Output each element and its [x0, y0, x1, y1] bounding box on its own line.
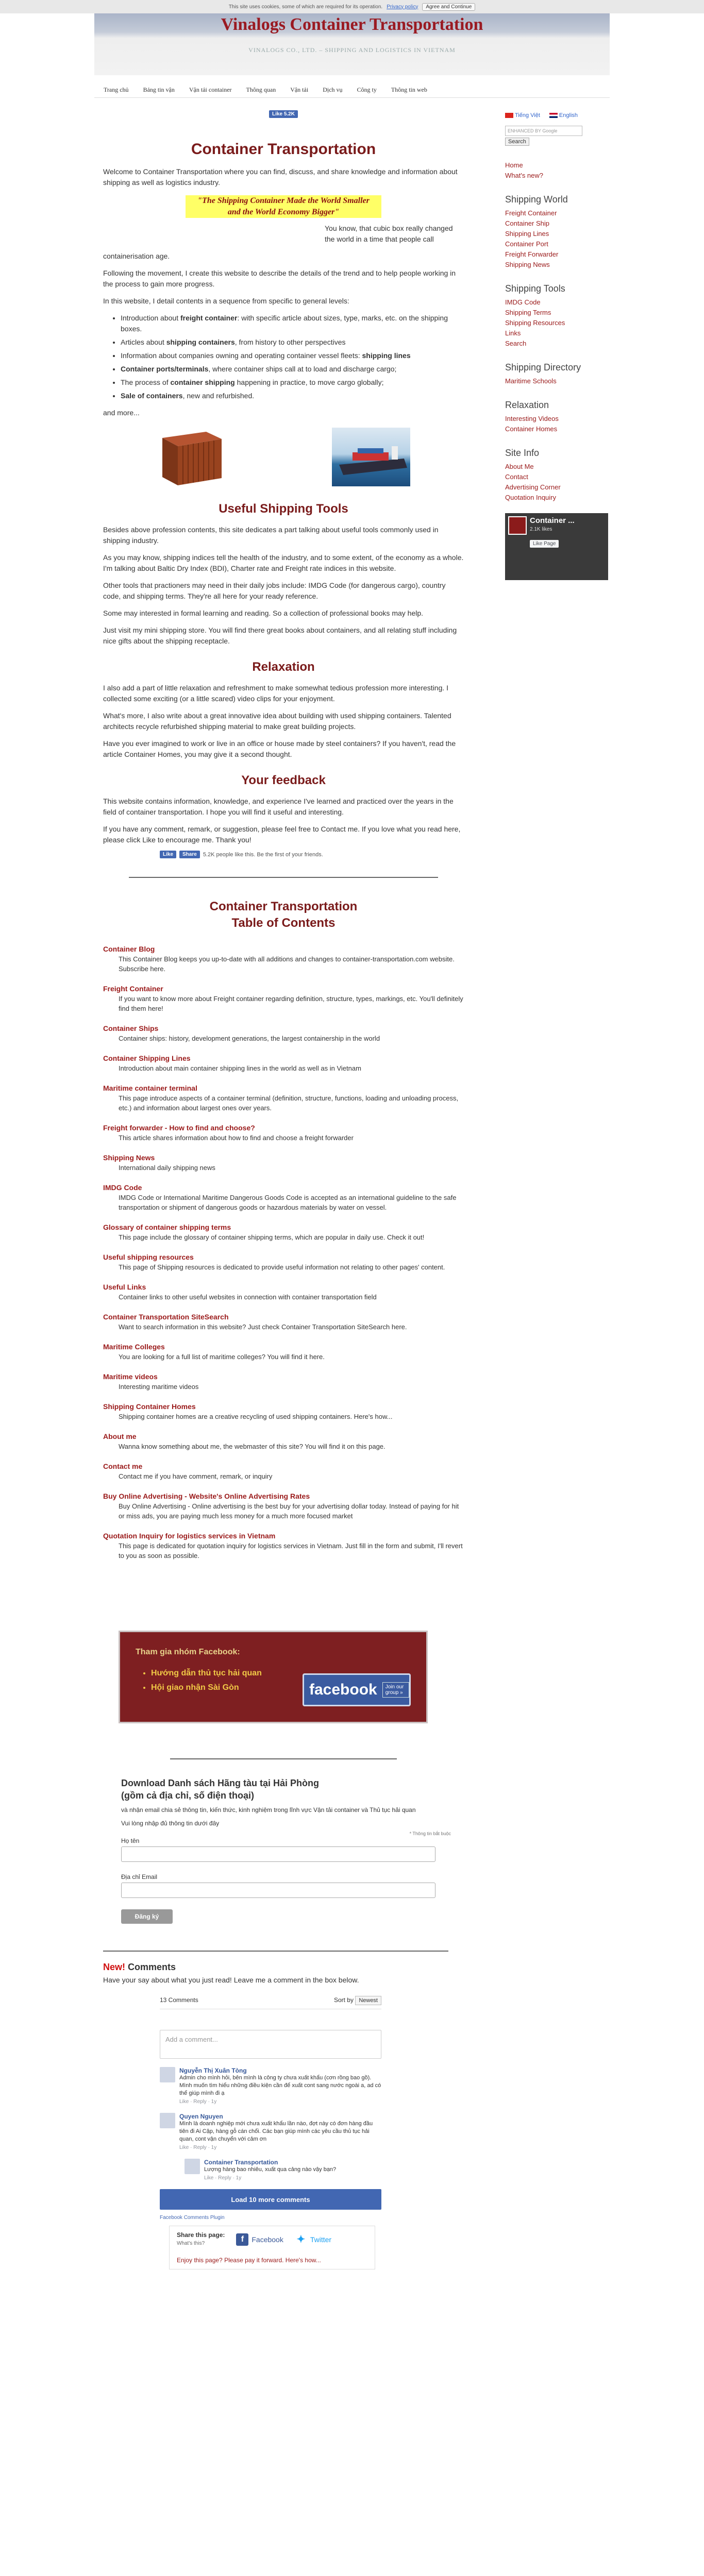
- toc-entry: [103, 1491, 464, 1521]
- topic-link[interactable]: Container ports/terminals: [121, 365, 209, 373]
- page-logo: [508, 516, 527, 535]
- slogan-line-1: "The Shipping Container Made the World Smaller: [197, 196, 370, 205]
- toc-description: This page introduce aspects of a container terminal (definition, structure, functions, loading and unloading process, etc.) and information about largest ones over years.: [119, 1094, 459, 1112]
- fb-like-top-wrap: [103, 109, 464, 118]
- slogan: [186, 195, 381, 218]
- topic-pre: Information about companies owning and operating container vessel fleets:: [121, 351, 362, 360]
- sidebar-item-whats-new[interactable]: What's new?: [505, 172, 544, 179]
- toc-entry: [103, 944, 464, 974]
- list-item: [121, 377, 464, 388]
- share-row: [177, 2231, 367, 2247]
- toc-description: This page of Shipping resources is dedicated to provide useful information not relating to other pages' content.: [119, 1263, 445, 1271]
- useful-tools-title: Useful Shipping Tools: [219, 502, 348, 516]
- toc-link[interactable]: Maritime videos: [103, 1372, 158, 1381]
- download-subtitle: và nhận email chia sẻ thông tin, kiến thức, kinh nghiệm trong lĩnh vực Vận tải container và Thủ tục hải quan: [121, 1806, 416, 1814]
- toc-description: Shipping container homes are a creative recycling of used shipping containers. Here's how...: [119, 1413, 393, 1420]
- comments-intro: Have your say about what you just read! Leave me a comment in the box below.: [103, 1976, 359, 1984]
- main-content: [103, 109, 464, 2269]
- email-label: Địa chỉ Email: [121, 1873, 158, 1880]
- sidebar-item[interactable]: Freight Container: [505, 209, 557, 217]
- divider: [129, 877, 438, 878]
- uk-flag-icon: [549, 113, 558, 118]
- sidebar-item[interactable]: Interesting Videos: [505, 415, 559, 422]
- toc-description: Wanna know something about me, the webmaster of this site? You will find it on this page.: [119, 1443, 385, 1450]
- whats-this-link[interactable]: What's this?: [177, 2241, 205, 2246]
- topic-post: , new and refurbished.: [182, 392, 255, 400]
- toc-description: Container links to other useful websites in connection with container transportation field: [119, 1293, 377, 1301]
- toc-entry: [103, 1371, 464, 1392]
- toc-entry: [103, 1123, 464, 1143]
- toc-entry: [103, 1401, 464, 1421]
- comment-reply: [185, 2159, 381, 2181]
- sidebar-heading: Relaxation: [505, 400, 549, 410]
- site-tagline: VINALOGS CO., LTD. – SHIPPING AND LOGISTICS IN VIETNAM: [248, 46, 456, 54]
- lang-vi-link[interactable]: [505, 112, 540, 118]
- sidebar: [505, 112, 608, 580]
- sidebar-heading: Shipping Tools: [505, 283, 565, 294]
- share-facebook-button[interactable]: [236, 2233, 283, 2246]
- right-note: You know, that cubic box really changed the world in a time that people call: [325, 224, 453, 243]
- toc-entry: [103, 1222, 464, 1242]
- toc-description: Buy Online Advertising - Online advertising is the best buy for your advertising dollar today. Instead of paying for hit or miss ads, you are paying much less money for a much more focused market: [119, 1502, 459, 1520]
- fb-page-widget[interactable]: [505, 513, 608, 580]
- comment-body: [204, 2159, 336, 2181]
- toc-entry: [103, 1252, 464, 1272]
- fb-comments-plugin-link[interactable]: Facebook Comments Plugin: [160, 2215, 225, 2221]
- useful-paragraph-2: As you may know, shipping indices tell the health of the industry, and to some extent, of the economy as a whole. I'm talking about Baltic Dry Index (BDI), Charter rate and Freight rate indices in this website.: [103, 553, 464, 572]
- toc-entry: [103, 984, 464, 1013]
- required-note: * Thông tin bắt buộc: [409, 1831, 451, 1836]
- fb-like-button-bottom[interactable]: Like: [160, 851, 176, 858]
- toc-description: If you want to know more about Freight container regarding definition, structure, types, markings, etc. You'll definitely find them here!: [119, 995, 463, 1012]
- sort-wrap: [334, 1996, 381, 2004]
- avatar[interactable]: [185, 2159, 200, 2174]
- register-button[interactable]: Đăng ký: [121, 1909, 173, 1924]
- sidebar-sections: [505, 194, 608, 503]
- toc-link[interactable]: Freight Container: [103, 985, 163, 993]
- list-item: [121, 350, 464, 361]
- levels-intro: In this website, I detail contents in a sequence from specific to general levels:: [103, 297, 349, 305]
- sidebar-item[interactable]: Contact: [505, 473, 528, 481]
- toc-description: This Container Blog keeps you up-to-date with all additions and changes to container-transportation.com website. Subscribe here.: [119, 955, 455, 973]
- nav-item-services[interactable]: Dịch vụ: [323, 86, 343, 93]
- fb-group-link[interactable]: • Hướng dẫn thủ tục hải quan: [151, 1666, 411, 1681]
- search-button[interactable]: Search: [505, 138, 529, 146]
- comment-list: [160, 2067, 381, 2181]
- comment-text: Lượng hàng bao nhiêu, xuất qua cảng nào vậy bạn?: [204, 2166, 337, 2173]
- relax-paragraph-3: Have you ever imagined to work or live in an office or house made by steel containers? If you haven't, read the article Container Homes, you may give it a second thought.: [103, 739, 456, 758]
- sidebar-item[interactable]: Quotation Inquiry: [505, 494, 557, 501]
- sidebar-item[interactable]: Search: [505, 340, 527, 347]
- sidebar-item[interactable]: Shipping Lines: [505, 230, 549, 238]
- fb-group-box: [119, 1631, 428, 1723]
- sidebar-item[interactable]: Maritime Schools: [505, 377, 557, 385]
- sidebar-item[interactable]: IMDG Code: [505, 298, 541, 306]
- privacy-policy-link[interactable]: Privacy policy: [387, 4, 418, 10]
- toc-entry: [103, 1531, 464, 1561]
- nav-item-webinfo[interactable]: Thông tin web: [391, 86, 427, 93]
- toc-entry: [103, 1312, 464, 1332]
- useful-paragraph-5: Just visit my mini shipping store. You will find there great books about containers, and all relating stuff including nice gifts about the shipping receptacle.: [103, 626, 457, 645]
- facebook-logo-text: facebook: [309, 1681, 377, 1698]
- toc-entry: [103, 1153, 464, 1173]
- toc-title: [103, 899, 464, 931]
- twitter-icon: ✦: [295, 2233, 307, 2246]
- topic-post: happening in practice, to move cargo globally;: [234, 378, 384, 386]
- cookie-text: This site uses cookies, some of which are required for its operation.: [228, 4, 383, 10]
- like-page-button[interactable]: Like Page: [530, 540, 559, 548]
- sidebar-item[interactable]: Shipping Resources: [505, 319, 565, 327]
- comment-author[interactable]: Quyen Nguyen: [179, 2113, 223, 2120]
- nav-item-customs[interactable]: Thông quan: [246, 86, 276, 93]
- toc-description: International daily shipping news: [119, 1164, 215, 1172]
- toc-entry: [103, 1182, 464, 1212]
- image-row: [103, 428, 464, 488]
- toc-link[interactable]: Quotation Inquiry for logistics services in Vietnam: [103, 1532, 276, 1540]
- list-item: [121, 313, 464, 334]
- comment-input[interactable]: Add a comment...: [160, 2030, 381, 2059]
- topic-pre: The process of: [121, 378, 171, 386]
- toc-link[interactable]: Container Ships: [103, 1024, 159, 1032]
- sidebar-item[interactable]: Container Port: [505, 240, 548, 248]
- toc-description: Container ships: history, development generations, the largest containership in the world: [119, 1035, 380, 1042]
- avatar[interactable]: [160, 2067, 175, 2082]
- lang-vi-label: Tiếng Việt: [515, 112, 540, 118]
- like-count-text: 5.2K people like this. Be the first of your friends.: [203, 851, 323, 858]
- useful-paragraph-1: Besides above profession contents, this site dedicates a part talking about useful tools commonly used in shipping industry.: [103, 526, 439, 545]
- toc-link[interactable]: Shipping Container Homes: [103, 1402, 196, 1411]
- nav-item-news[interactable]: Bảng tin vận: [143, 86, 175, 93]
- toc-link[interactable]: Useful Links: [103, 1283, 146, 1291]
- name-label: Họ tên: [121, 1837, 140, 1844]
- toc-link[interactable]: Glossary of container shipping terms: [103, 1223, 231, 1231]
- useful-paragraph-4: Some may interested in formal learning and reading. So a collection of professional books may help.: [103, 609, 424, 617]
- feedback-paragraph-2: If you have any comment, remark, or suggestion, please feel free to Contact me. If you love what you read here, please click Like to encourage me. Thank you!: [103, 825, 461, 844]
- comment-author[interactable]: Nguyễn Thị Xuân Tòng: [179, 2067, 247, 2074]
- toc-link[interactable]: Buy Online Advertising - Website's Online Advertising Rates: [103, 1492, 310, 1500]
- toc-description: Want to search information in this website? Just check Container Transportation SiteSearch here.: [119, 1323, 407, 1331]
- toc-link[interactable]: Useful shipping resources: [103, 1253, 194, 1261]
- comment: [160, 2113, 381, 2150]
- sidebar-item[interactable]: Advertising Corner: [505, 483, 561, 491]
- toc-link[interactable]: About me: [103, 1432, 137, 1440]
- facebook-join-badge[interactable]: [303, 1673, 411, 1706]
- useful-paragraph-3: Other tools that practioners may need in their daily jobs include: IMDG Code (for dangerous cargo), country code, and shipping terms. They're all here for your ready reference.: [103, 581, 446, 600]
- containerisation-text: containerisation age.: [103, 252, 170, 260]
- toc-title-line-1: Container Transportation: [209, 900, 358, 913]
- lang-en-label: English: [559, 112, 578, 118]
- toc-link[interactable]: Maritime Colleges: [103, 1343, 165, 1351]
- toc-link[interactable]: IMDG Code: [103, 1183, 142, 1192]
- toc-list: [103, 944, 464, 1561]
- toc-entry: [103, 1083, 464, 1113]
- topic-pre: Articles about: [121, 338, 166, 346]
- sidebar-heading: Shipping Directory: [505, 362, 581, 372]
- intro-paragraph: Welcome to Container Transportation where you can find, discuss, and share knowledge and information about shipping as well as logistics industry.: [103, 167, 458, 187]
- sort-label: Sort by: [333, 1996, 354, 2004]
- facebook-icon: f: [236, 2233, 248, 2246]
- toc-description: IMDG Code or International Maritime Dangerous Goods Code is accepted as an international guideline to the safe transportation or shipment of dangerous goods or hazardous materials by water on vessel.: [119, 1194, 457, 1211]
- widget-title: Container ...: [530, 516, 575, 525]
- comment-text: Mình là doanh nghiệp mới chưa xuất khẩu lần nào, đợt này có đơn hàng đầu tiên đi Ai Cập, hàng gỗ cán chổi. Các bạn giúp mình các yêu cầu thủ tục hải quan, cont vận chuyển với cảm ơn: [179, 2121, 373, 2142]
- divider: [103, 1951, 448, 1952]
- sidebar-item[interactable]: Freight Forwarder: [505, 250, 559, 258]
- share-facebook-label: Facebook: [252, 2235, 283, 2244]
- list-item: [121, 337, 464, 348]
- widget-likes: 2.1K likes: [530, 527, 552, 532]
- sidebar-item[interactable]: Links: [505, 329, 521, 337]
- toc-link[interactable]: Container Blog: [103, 945, 155, 953]
- toc-link[interactable]: Container Shipping Lines: [103, 1054, 191, 1062]
- sidebar-item-home[interactable]: Home: [505, 161, 523, 169]
- toc-description: Contact me if you have comment, remark, or inquiry: [119, 1472, 273, 1480]
- main-nav: [94, 82, 610, 98]
- container-ship-image: [332, 428, 410, 486]
- nav-item-company[interactable]: Công ty: [357, 86, 377, 93]
- toc-link[interactable]: Shipping News: [103, 1154, 155, 1162]
- container-image: [157, 428, 224, 488]
- sidebar-heading: Shipping World: [505, 194, 568, 205]
- comment-actions[interactable]: Like · Reply · 1y: [204, 2175, 242, 2181]
- download-title: [121, 1777, 451, 1802]
- share-label: [177, 2231, 225, 2247]
- toc-description: This page is dedicated for quotation inquiry for logistics services in Vietnam. Just fill in the form and submit, I'll revert to you as soon as possible.: [119, 1542, 463, 1560]
- toc-description: This page include the glossary of container shipping terms, which are popular in daily use. Check it out!: [119, 1233, 425, 1241]
- comment-actions[interactable]: Like · Reply · 1y: [179, 2145, 217, 2150]
- comment-author[interactable]: Container Transportation: [204, 2159, 278, 2166]
- toc-entry: [103, 1053, 464, 1073]
- sidebar-top-links: [505, 160, 608, 181]
- feedback-title: Your feedback: [241, 773, 326, 787]
- topic-link[interactable]: container shipping: [170, 378, 235, 386]
- slogan-line-2: and the World Economy Bigger": [227, 208, 340, 216]
- share-twitter-label: Twitter: [310, 2235, 332, 2244]
- list-item: [121, 364, 464, 375]
- toc-entry: [103, 1282, 464, 1302]
- comment-text: Admin cho mình hỏi, bên mình là công ty chưa xuất khẩu (cơn rồng bao gồ). Mình muốn tìm hiểu những điều kiện cần để xuất cont sang nước ngoài a, ad có thể giúp mình đi ạ: [179, 2075, 381, 2096]
- toc-entry: [103, 1023, 464, 1043]
- vietnam-flag-icon: [505, 113, 513, 118]
- nav-item-container[interactable]: Vận tải container: [189, 86, 232, 93]
- topic-link[interactable]: shipping lines: [362, 351, 411, 360]
- site-title[interactable]: Vinalogs Container Transportation: [221, 15, 483, 34]
- download-form: [121, 1777, 451, 1924]
- nav-item-home[interactable]: Trang chủ: [104, 86, 129, 93]
- fb-like-button[interactable]: Like 5.2K: [269, 110, 298, 118]
- toc-entry: [103, 1461, 464, 1481]
- comments-heading-text: Comments: [125, 1962, 176, 1972]
- topic-post: : with specific article about sizes, type, marks, etc. on the shipping boxes.: [121, 314, 448, 333]
- language-switcher: [505, 112, 608, 118]
- avatar[interactable]: [160, 2113, 175, 2128]
- comment-body: [179, 2067, 381, 2105]
- comment-actions[interactable]: Like · Reply · 1y: [179, 2099, 217, 2105]
- comment-body: [179, 2113, 381, 2150]
- topic-link[interactable]: Sale of containers: [121, 392, 183, 400]
- site-header: [94, 13, 610, 75]
- toc-title-line-2: Table of Contents: [231, 916, 336, 930]
- toc-description: You are looking for a full list of maritime colleges? You will find it here.: [119, 1353, 325, 1361]
- name-field[interactable]: [121, 1846, 435, 1862]
- join-group-label: Join our group »: [382, 1682, 409, 1698]
- feedback-paragraph-1: This website contains information, knowledge, and experience I've learned and practiced over the years in the field of container transportation. I hope you will find it useful and interesting.: [103, 797, 454, 816]
- pay-it-forward-link[interactable]: Enjoy this page? Please pay it forward. Here's how...: [177, 2257, 321, 2264]
- relax-paragraph-1: I also add a part of little relaxation and refreshment to make somewhat tedious profession more interesting. I collected some exciting (or a little scared) video clips for your enjoyment.: [103, 684, 449, 703]
- download-title-line-1: Download Danh sách Hãng tàu tại Hải Phòng: [121, 1778, 320, 1788]
- sidebar-item[interactable]: Shipping News: [505, 261, 550, 268]
- sidebar-heading: Site Info: [505, 448, 540, 458]
- relaxation-title: Relaxation: [252, 660, 315, 674]
- toc-entry: [103, 1431, 464, 1451]
- sidebar-item[interactable]: About Me: [505, 463, 534, 470]
- topic-link[interactable]: freight container: [180, 314, 238, 322]
- share-label-text: Share this page:: [177, 2231, 225, 2239]
- topic-post: , where container ships call at to load and discharge cargo;: [208, 365, 397, 373]
- fb-group-link[interactable]: • Hội giao nhận Sài Gòn: [151, 1681, 411, 1695]
- divider: [170, 1758, 397, 1759]
- relax-paragraph-2: What's more, I also write about a great innovative idea about building with used shipping containers. Talented architects recycle refurbished shipping material to make great building projects.: [103, 711, 451, 731]
- download-title-line-2: (gồm cả địa chỉ, số điện thoại): [121, 1790, 255, 1801]
- nav-item-transport[interactable]: Vận tải: [290, 86, 309, 93]
- comments-heading: [103, 1962, 464, 1973]
- and-more: and more...: [103, 409, 140, 417]
- share-twitter-button[interactable]: [295, 2233, 331, 2246]
- agree-button[interactable]: Agree and Continue: [422, 3, 475, 11]
- comment-count: 13 Comments: [160, 1996, 198, 2004]
- list-item: [121, 391, 464, 401]
- topic-pre: Introduction about: [121, 314, 180, 322]
- toc-description: Interesting maritime videos: [119, 1383, 199, 1391]
- topic-list: [121, 313, 464, 401]
- toc-description: Introduction about main container shipping lines in the world as well as in Vietnam: [119, 1064, 361, 1072]
- sidebar-item[interactable]: Shipping Terms: [505, 309, 551, 316]
- sort-select[interactable]: Newest: [355, 1996, 381, 2005]
- toc-entry: [103, 1342, 464, 1362]
- load-more-button[interactable]: Load 10 more comments: [160, 2189, 381, 2210]
- toc-link[interactable]: Container Transportation SiteSearch: [103, 1313, 229, 1321]
- following-paragraph: Following the movement, I create this website to describe the details of the trend and to help people working in the process to gain more progress.: [103, 269, 456, 288]
- comment: [160, 2067, 381, 2105]
- fb-like-row: [160, 851, 464, 858]
- lang-en-link[interactable]: [549, 112, 578, 118]
- fb-share-button[interactable]: Share: [179, 851, 200, 858]
- comments-bar: [160, 1996, 381, 2009]
- email-field[interactable]: [121, 1883, 435, 1898]
- sidebar-item[interactable]: Container Ship: [505, 219, 549, 227]
- toc-description: This article shares information about how to find and choose a freight forwarder: [119, 1134, 354, 1142]
- topic-link[interactable]: shipping containers: [166, 338, 235, 346]
- toc-link[interactable]: Maritime container terminal: [103, 1084, 197, 1092]
- topic-post: , from history to other perspectives: [234, 338, 346, 346]
- cookie-bar: [0, 0, 704, 13]
- page-title: Container Transportation: [191, 141, 376, 158]
- form-hint: Vui lòng nhập đủ thông tin dưới đây: [121, 1820, 220, 1827]
- toc-link[interactable]: Contact me: [103, 1462, 143, 1470]
- toc-link[interactable]: Freight forwarder - How to find and choose?: [103, 1124, 255, 1132]
- sidebar-item[interactable]: Container Homes: [505, 425, 558, 433]
- search-input[interactable]: ENHANCED BY Google: [505, 126, 582, 136]
- share-box: [169, 2226, 375, 2269]
- fb-comments-widget: [160, 1996, 381, 2269]
- new-badge: New!: [103, 1962, 126, 1972]
- fb-group-title: Tham gia nhóm Facebook:: [136, 1648, 240, 1656]
